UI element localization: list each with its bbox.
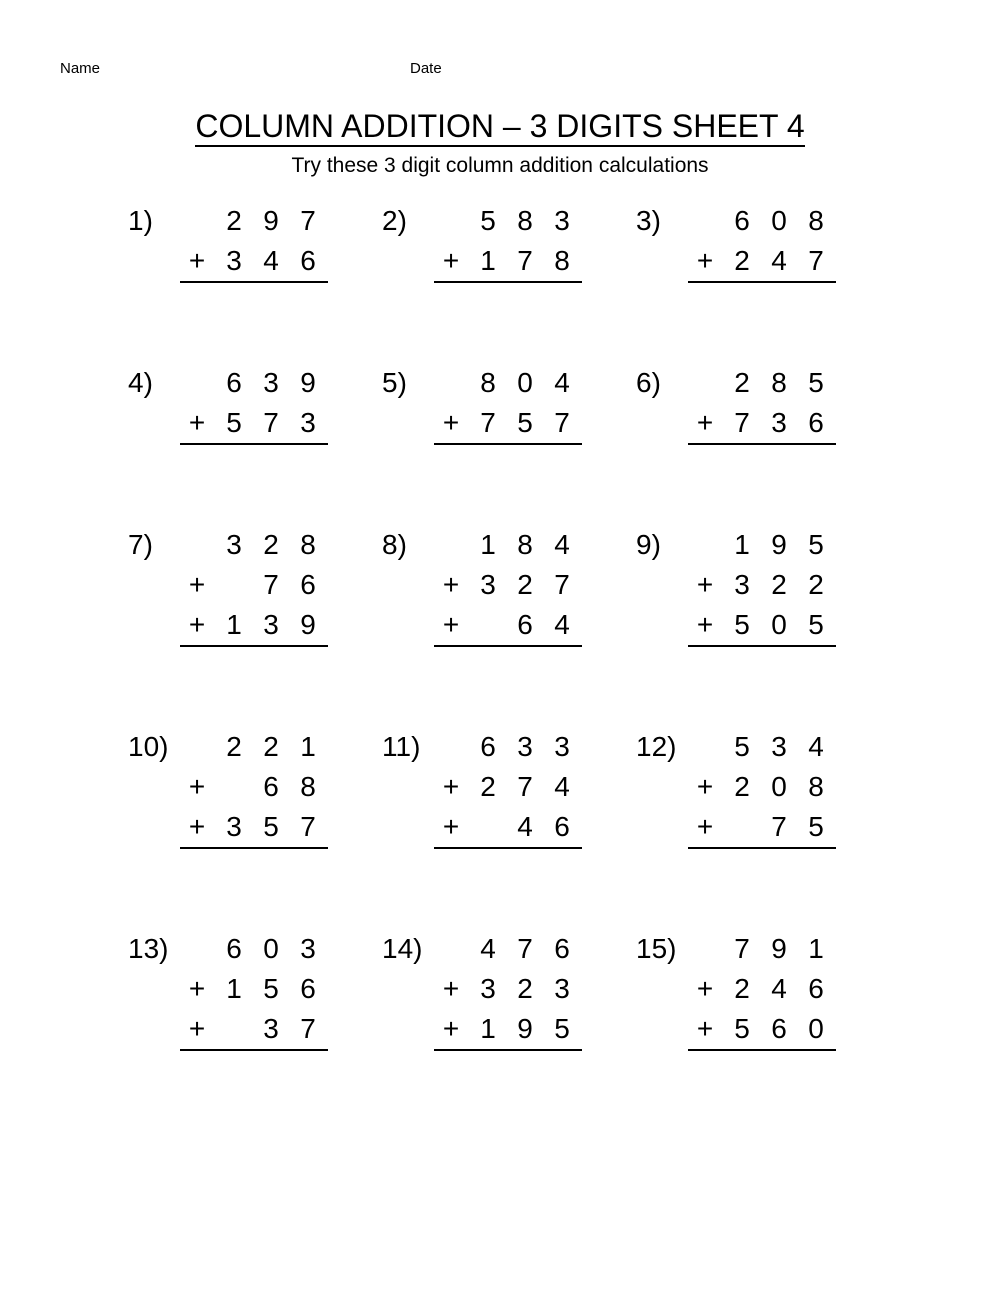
digit: 6 [300, 973, 316, 1004]
plus-sign: + [188, 973, 206, 1004]
digit: 5 [554, 1013, 570, 1044]
addend-row [688, 403, 836, 443]
plus-sign: + [442, 245, 460, 276]
addend-row [180, 767, 328, 807]
name-label: Name [60, 60, 101, 77]
digit: 6 [554, 811, 570, 842]
first-addend [434, 929, 582, 969]
digit: 6 [771, 1013, 787, 1044]
digit: 3 [263, 609, 279, 640]
digit: 8 [771, 367, 787, 398]
digit: 2 [771, 569, 787, 600]
digit: 8 [808, 205, 824, 236]
plus-sign: + [188, 771, 206, 802]
plus-sign: + [442, 569, 460, 600]
digit: 7 [554, 569, 570, 600]
plus-sign: + [188, 811, 206, 842]
digit: 6 [808, 973, 824, 1004]
digit: 2 [226, 205, 242, 236]
plus-sign: + [696, 1013, 714, 1044]
first-addend [688, 929, 836, 969]
digit: 3 [263, 1013, 279, 1044]
addend-row [434, 241, 582, 281]
digit: 5 [808, 367, 824, 398]
digit: 3 [517, 731, 533, 762]
first-addend [434, 201, 582, 241]
digit: 6 [226, 367, 242, 398]
digit: 4 [771, 973, 787, 1004]
digit: 6 [480, 731, 496, 762]
answer-line [688, 645, 836, 647]
digit: 4 [517, 811, 533, 842]
problem-number: 5) [382, 367, 407, 398]
answer-line [180, 645, 328, 647]
plus-sign: + [442, 811, 460, 842]
answer-line [180, 443, 328, 445]
problem-number: 6) [636, 367, 661, 398]
plus-sign: + [442, 407, 460, 438]
answer-line [434, 1049, 582, 1051]
problem-number: 1) [128, 205, 153, 236]
digit: 9 [517, 1013, 533, 1044]
first-addend [434, 363, 582, 403]
digit: 4 [554, 771, 570, 802]
digit: 9 [300, 609, 316, 640]
page-subtitle: Try these 3 digit column addition calculations [291, 154, 709, 177]
digit: 1 [480, 529, 496, 560]
digit: 6 [517, 609, 533, 640]
digit: 7 [300, 205, 316, 236]
plus-sign: + [442, 973, 460, 1004]
problem-number: 14) [382, 933, 423, 964]
first-addend [434, 727, 582, 767]
plus-sign: + [696, 609, 714, 640]
digit: 1 [480, 1013, 496, 1044]
digit: 7 [480, 407, 496, 438]
addend-row [180, 241, 328, 281]
digit: 1 [734, 529, 750, 560]
plus-sign: + [696, 245, 714, 276]
answer-line [434, 443, 582, 445]
digit: 3 [771, 407, 787, 438]
problem-number: 2) [382, 205, 407, 236]
digit: 6 [734, 205, 750, 236]
digit: 4 [480, 933, 496, 964]
first-addend [688, 363, 836, 403]
digit: 7 [771, 811, 787, 842]
digit: 2 [734, 367, 750, 398]
digit: 3 [480, 569, 496, 600]
digit: 6 [300, 245, 316, 276]
digit: 1 [480, 245, 496, 276]
digit: 0 [263, 933, 279, 964]
answer-line [688, 1049, 836, 1051]
digit: 5 [480, 205, 496, 236]
addend-row [688, 767, 836, 807]
answer-line [434, 847, 582, 849]
digit: 5 [734, 1013, 750, 1044]
digit: 8 [517, 529, 533, 560]
addend-row [180, 403, 328, 443]
answer-line [434, 645, 582, 647]
plus-sign: + [442, 771, 460, 802]
digit: 5 [734, 609, 750, 640]
plus-sign: + [696, 569, 714, 600]
digit: 3 [226, 811, 242, 842]
digit: 8 [300, 771, 316, 802]
digit: 2 [734, 973, 750, 1004]
digit: 2 [734, 245, 750, 276]
digit: 9 [263, 205, 279, 236]
first-addend [688, 727, 836, 767]
addend-row [180, 807, 328, 847]
answer-line [688, 443, 836, 445]
digit: 0 [771, 205, 787, 236]
plus-sign: + [442, 1013, 460, 1044]
digit: 3 [480, 973, 496, 1004]
digit: 4 [771, 245, 787, 276]
addend-row [688, 807, 836, 847]
digit: 3 [300, 933, 316, 964]
problem-number: 3) [636, 205, 661, 236]
plus-sign: + [696, 771, 714, 802]
first-addend [180, 363, 328, 403]
addend-row [434, 403, 582, 443]
digit: 7 [263, 407, 279, 438]
digit: 3 [554, 731, 570, 762]
digit: 3 [226, 529, 242, 560]
digit: 3 [300, 407, 316, 438]
digit: 2 [808, 569, 824, 600]
first-addend [180, 929, 328, 969]
digit: 4 [808, 731, 824, 762]
addend-row [180, 565, 328, 605]
problem-number: 9) [636, 529, 661, 560]
digit: 5 [808, 529, 824, 560]
date-label: Date [410, 60, 442, 77]
problem-number: 15) [636, 933, 677, 964]
first-addend [180, 525, 328, 565]
problem-number: 4) [128, 367, 153, 398]
answer-line [688, 847, 836, 849]
digit: 2 [517, 569, 533, 600]
digit: 9 [300, 367, 316, 398]
addend-row [434, 969, 582, 1009]
digit: 0 [517, 367, 533, 398]
digit: 1 [226, 609, 242, 640]
digit: 3 [226, 245, 242, 276]
problem-number: 12) [636, 731, 677, 762]
plus-sign: + [696, 407, 714, 438]
first-addend [180, 727, 328, 767]
answer-line [688, 281, 836, 283]
digit: 6 [554, 933, 570, 964]
digit: 4 [554, 367, 570, 398]
digit: 7 [554, 407, 570, 438]
plus-sign: + [188, 569, 206, 600]
digit: 6 [808, 407, 824, 438]
digit: 3 [771, 731, 787, 762]
digit: 2 [226, 731, 242, 762]
digit: 3 [734, 569, 750, 600]
first-addend [434, 525, 582, 565]
plus-sign: + [442, 609, 460, 640]
problem-number: 8) [382, 529, 407, 560]
digit: 5 [734, 731, 750, 762]
page-title-text: COLUMN ADDITION – 3 DIGITS SHEET 4 [195, 108, 804, 147]
digit: 5 [808, 811, 824, 842]
digit: 7 [263, 569, 279, 600]
addend-row [688, 565, 836, 605]
addend-row [688, 1009, 836, 1049]
addend-row [434, 807, 582, 847]
digit: 6 [263, 771, 279, 802]
digit: 8 [300, 529, 316, 560]
digit: 6 [226, 933, 242, 964]
digit: 7 [517, 245, 533, 276]
digit: 1 [300, 731, 316, 762]
problem-number: 11) [382, 731, 421, 762]
digit: 5 [517, 407, 533, 438]
first-addend [688, 525, 836, 565]
digit: 7 [734, 933, 750, 964]
digit: 7 [517, 933, 533, 964]
plus-sign: + [696, 973, 714, 1004]
digit: 8 [808, 771, 824, 802]
digit: 7 [300, 1013, 316, 1044]
first-addend [688, 201, 836, 241]
digit: 5 [263, 811, 279, 842]
digit: 4 [554, 529, 570, 560]
plus-sign: + [188, 609, 206, 640]
addend-row [688, 605, 836, 645]
addend-row [434, 767, 582, 807]
digit: 5 [808, 609, 824, 640]
digit: 7 [734, 407, 750, 438]
plus-sign: + [188, 245, 206, 276]
addend-row [180, 1009, 328, 1049]
digit: 8 [554, 245, 570, 276]
page-title [0, 106, 1000, 146]
answer-line [180, 847, 328, 849]
answer-line [180, 281, 328, 283]
digit: 3 [554, 205, 570, 236]
plus-sign: + [188, 407, 206, 438]
addend-row [434, 565, 582, 605]
digit: 7 [808, 245, 824, 276]
answer-line [180, 1049, 328, 1051]
digit: 1 [808, 933, 824, 964]
digit: 7 [517, 771, 533, 802]
digit: 3 [554, 973, 570, 1004]
digit: 4 [554, 609, 570, 640]
digit: 9 [771, 933, 787, 964]
digit: 2 [480, 771, 496, 802]
digit: 2 [263, 731, 279, 762]
digit: 0 [808, 1013, 824, 1044]
digit: 4 [263, 245, 279, 276]
problem-number: 13) [128, 933, 169, 964]
addend-row [180, 969, 328, 1009]
digit: 0 [771, 609, 787, 640]
digit: 3 [263, 367, 279, 398]
digit: 9 [771, 529, 787, 560]
addend-row [688, 969, 836, 1009]
plus-sign: + [696, 811, 714, 842]
digit: 8 [480, 367, 496, 398]
digit: 2 [263, 529, 279, 560]
addend-row [180, 605, 328, 645]
digit: 8 [517, 205, 533, 236]
problem-number: 7) [128, 529, 153, 560]
answer-line [434, 281, 582, 283]
first-addend [180, 201, 328, 241]
addend-row [688, 241, 836, 281]
digit: 6 [300, 569, 316, 600]
addend-row [434, 1009, 582, 1049]
digit: 2 [517, 973, 533, 1004]
problem-number: 10) [128, 731, 169, 762]
digit: 2 [734, 771, 750, 802]
digit: 7 [300, 811, 316, 842]
digit: 1 [226, 973, 242, 1004]
digit: 5 [226, 407, 242, 438]
plus-sign: + [188, 1013, 206, 1044]
addend-row [434, 605, 582, 645]
digit: 5 [263, 973, 279, 1004]
digit: 0 [771, 771, 787, 802]
